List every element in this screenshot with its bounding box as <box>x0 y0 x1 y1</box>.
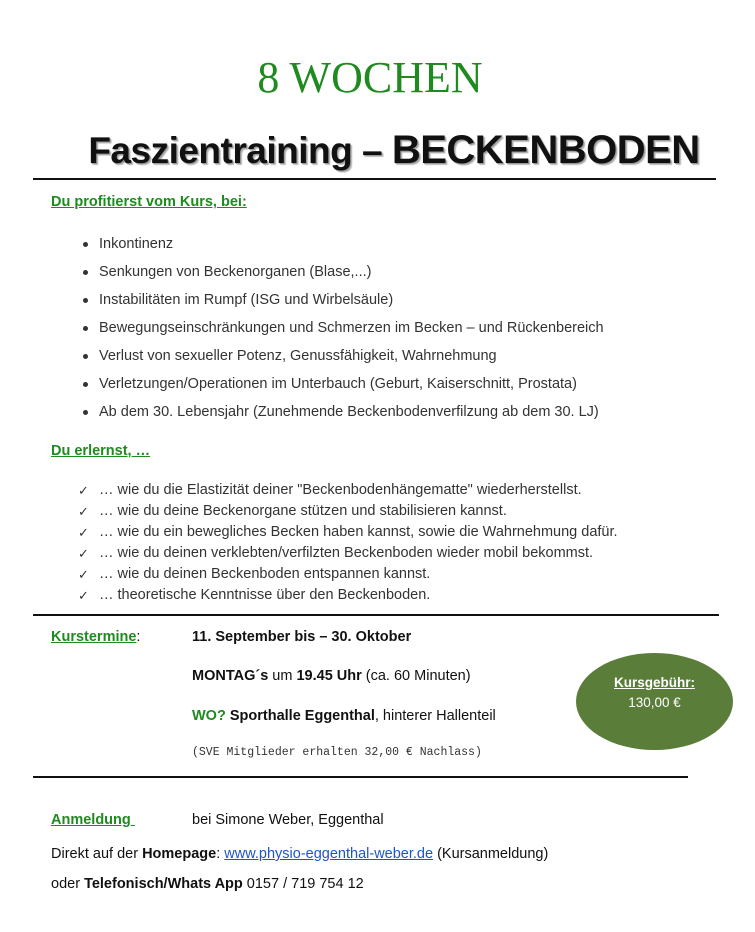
learn-list <box>78 480 728 606</box>
divider-bottom <box>33 776 688 778</box>
learn-title: Du erlernst, … <box>51 443 151 459</box>
checkmark-icon: ✓ <box>78 504 89 519</box>
checkmark-icon: ✓ <box>78 567 89 582</box>
checkmark-icon: ✓ <box>78 588 89 603</box>
list-item: Bewegungseinschränkungen und Schmerzen im Becken – und Rückenbereich <box>79 314 719 342</box>
list-item: Inkontinenz <box>79 230 719 258</box>
benefits-list <box>79 230 719 426</box>
list-item: ✓ … wie du deinen Beckenboden entspannen kannst. <box>78 564 728 585</box>
list-item: Verlust von sexueller Potenz, Genussfähigkeit, Wahrnehmung <box>79 342 719 370</box>
list-item: ✓ … wie du deine Beckenorgane stützen und stabilisieren kannst. <box>78 501 728 522</box>
bullet-icon <box>83 410 88 415</box>
fee-amount: 130,00 € <box>628 695 681 710</box>
schedule-time: MONTAG´s um 19.45 Uhr (ca. 60 Minuten) <box>192 668 471 684</box>
registration-label: Anmeldung <box>51 812 131 828</box>
checkmark-icon: ✓ <box>78 525 89 540</box>
bullet-icon <box>83 354 88 359</box>
subtitle-topic: BECKENBODEN <box>391 128 700 172</box>
schedule-label: Kurstermine: <box>51 629 141 645</box>
list-item: Verletzungen/Operationen im Unterbauch (Geburt, Kaiserschnitt, Prostata) <box>79 370 719 398</box>
divider-top <box>33 178 716 180</box>
fee-label: Kursgebühr: <box>614 675 695 690</box>
list-item: ✓ … theoretische Kenntnisse über den Beckenboden. <box>78 585 728 606</box>
registration-contact: bei Simone Weber, Eggenthal <box>192 812 384 828</box>
bullet-icon <box>83 326 88 331</box>
list-item: Senkungen von Beckenorganen (Blase,...) <box>79 258 719 286</box>
registration-phone: oder Telefonisch/Whats App 0157 / 719 754 12 <box>51 876 364 892</box>
subtitle-course: Faszientraining – <box>88 130 392 171</box>
divider-middle <box>33 614 719 616</box>
discount-note: (SVE Mitglieder erhalten 32,00 € Nachlass) <box>192 746 482 759</box>
bullet-icon <box>83 270 88 275</box>
schedule-dates: 11. September bis – 30. Oktober <box>192 629 412 645</box>
bullet-icon <box>83 382 88 387</box>
subtitle <box>0 128 755 173</box>
registration-homepage: Direkt auf der Homepage: www.physio-eggenthal-weber.de (Kursanmeldung) <box>51 846 549 862</box>
schedule-location: WO? Sporthalle Eggenthal, hinterer Hallenteil <box>192 708 496 724</box>
list-item: Instabilitäten im Rumpf (ISG und Wirbelsäule) <box>79 286 719 314</box>
homepage-link[interactable]: www.physio-eggenthal-weber.de <box>224 846 434 862</box>
list-item: ✓ … wie du die Elastizität deiner "Beckenbodenhängematte" wiederherstellst. <box>78 480 728 501</box>
headline: 8 WOCHEN <box>257 53 483 102</box>
benefits-title: Du profitierst vom Kurs, bei: <box>51 194 247 210</box>
checkmark-icon: ✓ <box>78 483 89 498</box>
list-item: ✓ … wie du ein bewegliches Becken haben kannst, sowie die Wahrnehmung dafür. <box>78 522 728 543</box>
course-fee-badge <box>576 653 733 750</box>
list-item: ✓ … wie du deinen verklebten/verfilzten Beckenboden wieder mobil bekommst. <box>78 543 728 564</box>
bullet-icon <box>83 242 88 247</box>
bullet-icon <box>83 298 88 303</box>
checkmark-icon: ✓ <box>78 546 89 561</box>
list-item: Ab dem 30. Lebensjahr (Zunehmende Beckenbodenverfilzung ab dem 30. LJ) <box>79 398 719 426</box>
